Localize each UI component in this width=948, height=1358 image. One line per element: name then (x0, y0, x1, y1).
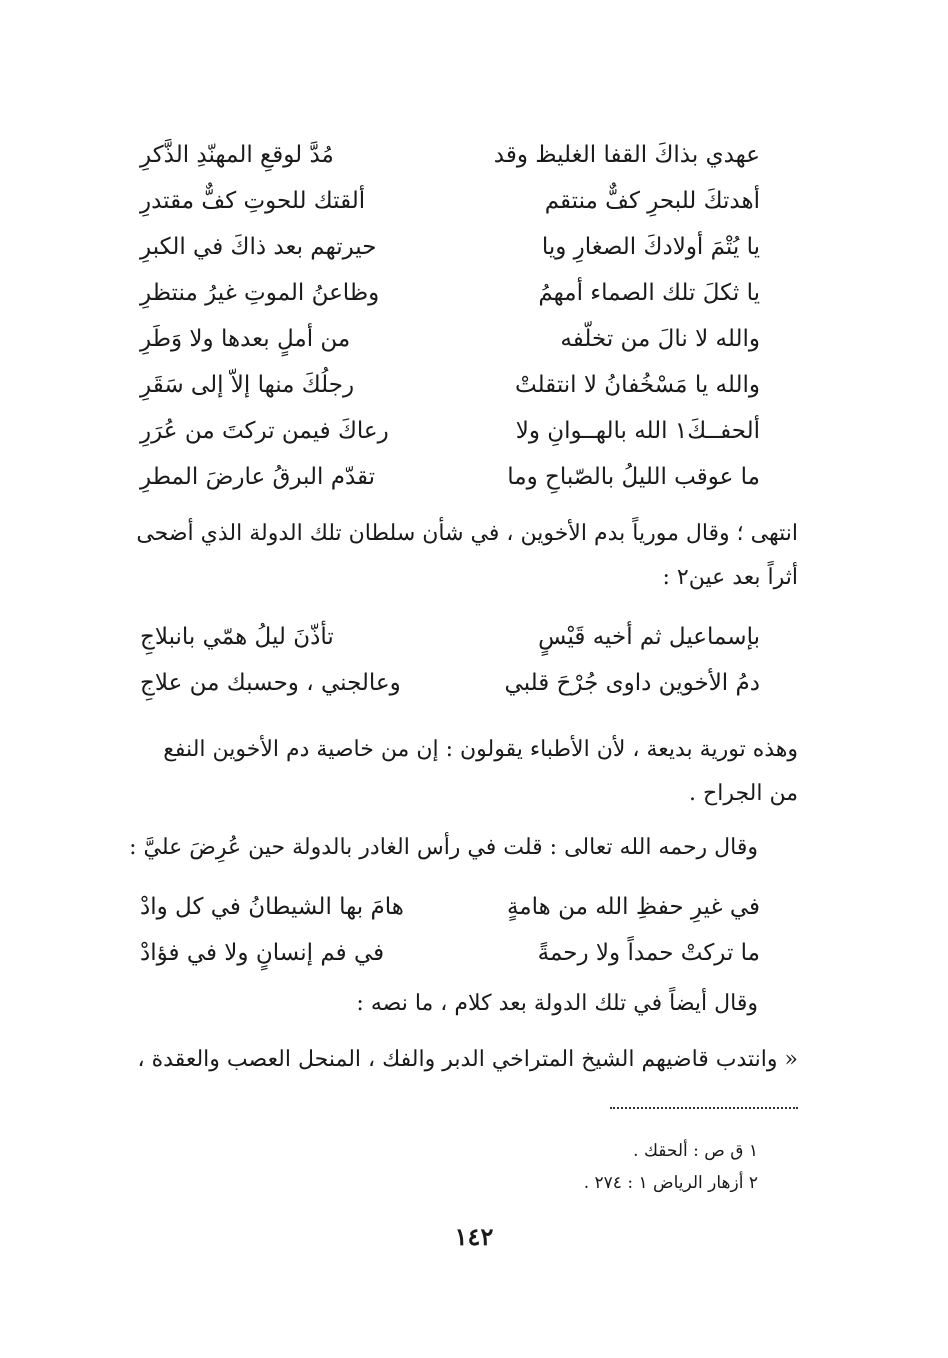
verse-line (140, 884, 760, 930)
hemistich-first: عهدي بذاكَ القفا الغليظ وقد (493, 142, 760, 168)
footnote-item: ١ ق ص : ألحقك . (633, 1141, 758, 1161)
verse-line (140, 930, 760, 976)
hemistich-first: في غيرِ حفظِ الله من هامةٍ (506, 894, 760, 920)
footnotes (584, 1135, 758, 1199)
paragraph-line: من الجراح . (689, 781, 798, 806)
hemistich-first: أهدتكَ للبحرِ كفٌّ منتقم (544, 188, 760, 214)
verse-line (140, 270, 760, 316)
hemistich-first: ما عوقب الليلُ بالصّباحِ وما (507, 464, 760, 490)
verse-line (140, 178, 760, 224)
footnote-divider (610, 1107, 798, 1109)
hemistich-second: تأذّنَ ليلُ همّي بانبلاجِ (140, 624, 334, 650)
hemistich-first: ما تركتْ حمداً ولا رحمةً (537, 940, 760, 966)
paragraph-4: وقال أيضاً في تلك الدولة بعد كلام ، ما نصه : (356, 991, 758, 1016)
paragraph-2 (98, 728, 798, 816)
verse-line (140, 614, 760, 660)
hemistich-second: رعاكَ فيمن تركتَ من عُرَرِ (140, 418, 389, 444)
paragraph-3: وقال رحمه الله تعالى : قلت في رأس الغادر بالدولة حين عُرِضَ عليَّ : (129, 835, 758, 860)
hemistich-second: وعالجني ، وحسبك من علاجِ (140, 670, 401, 696)
poem-block-2 (140, 614, 760, 706)
footnote-item: ٢ أزهار الرياض ١ : ٢٧٤ . (583, 1173, 758, 1193)
hemistich-second: في فم إنسانٍ ولا في فؤادْ (140, 940, 385, 966)
paragraph-line: انتهى ؛ وقال مورياً بدم الأخوين ، في شأن سلطان تلك الدولة الذي أضحى (136, 521, 798, 546)
verse-line (140, 660, 760, 706)
verse-line (140, 408, 760, 454)
verse-line (140, 132, 760, 178)
hemistich-first: والله لا نالَ من تخلّفه (560, 326, 760, 352)
hemistich-second: تقدّم البرقُ عارضَ المطرِ (140, 464, 376, 490)
hemistich-first: دمُ الأخوين داوى جُرْحَ قلبي (504, 670, 760, 696)
hemistich-second: ألقتك للحوتِ كفٌّ مقتدرِ (140, 188, 366, 214)
hemistich-first: يا ثكلَ تلك الصماء أمهمُ (538, 280, 760, 306)
poem-block-1 (140, 132, 760, 500)
hemistich-second: وظاعنُ الموتِ غيرُ منتظرِ (140, 280, 380, 306)
hemistich-first: بإسماعيل ثم أخيه قَيْسٍ (538, 624, 760, 650)
page-number: ١٤٢ (454, 1222, 494, 1251)
paragraph-1 (98, 512, 798, 600)
hemistich-first: يا يُتْمَ أولادكَ الصغارِ ويا (541, 234, 760, 260)
paragraph-line: أثراً بعد عين٢ : (662, 565, 798, 590)
paragraph-line: « وانتدب قاضيهم الشيخ المتراخي الدبر والفك ، المنحل العصب والعقدة ، (137, 1047, 798, 1072)
verse-line (140, 316, 760, 362)
paragraph-5 (98, 1038, 798, 1082)
hemistich-second: هامَ بها الشيطانُ في كل وادْ (140, 894, 404, 920)
hemistich-first: والله يا مَسْخُفانُ لا انتقلتْ (514, 372, 760, 398)
verse-line (140, 362, 760, 408)
verse-line (140, 454, 760, 500)
paragraph-line: وهذه تورية بديعة ، لأن الأطباء يقولون : إن من خاصية دم الأخوين النفع (163, 737, 798, 762)
hemistich-second: رجلُكَ منها إلاّ إلى سَقَرِ (140, 372, 355, 398)
verse-line (140, 224, 760, 270)
hemistich-first: ألحفــكَ١ الله بالهــوانِ ولا (515, 418, 760, 444)
hemistich-second: حيرتهم بعد ذاكَ في الكبرِ (140, 234, 377, 260)
hemistich-second: من أملٍ بعدها ولا وَطَرِ (140, 326, 351, 352)
poem-block-3 (140, 884, 760, 976)
hemistich-second: مُدَّ لوقعِ المهنّدِ الذَّكرِ (140, 142, 334, 168)
